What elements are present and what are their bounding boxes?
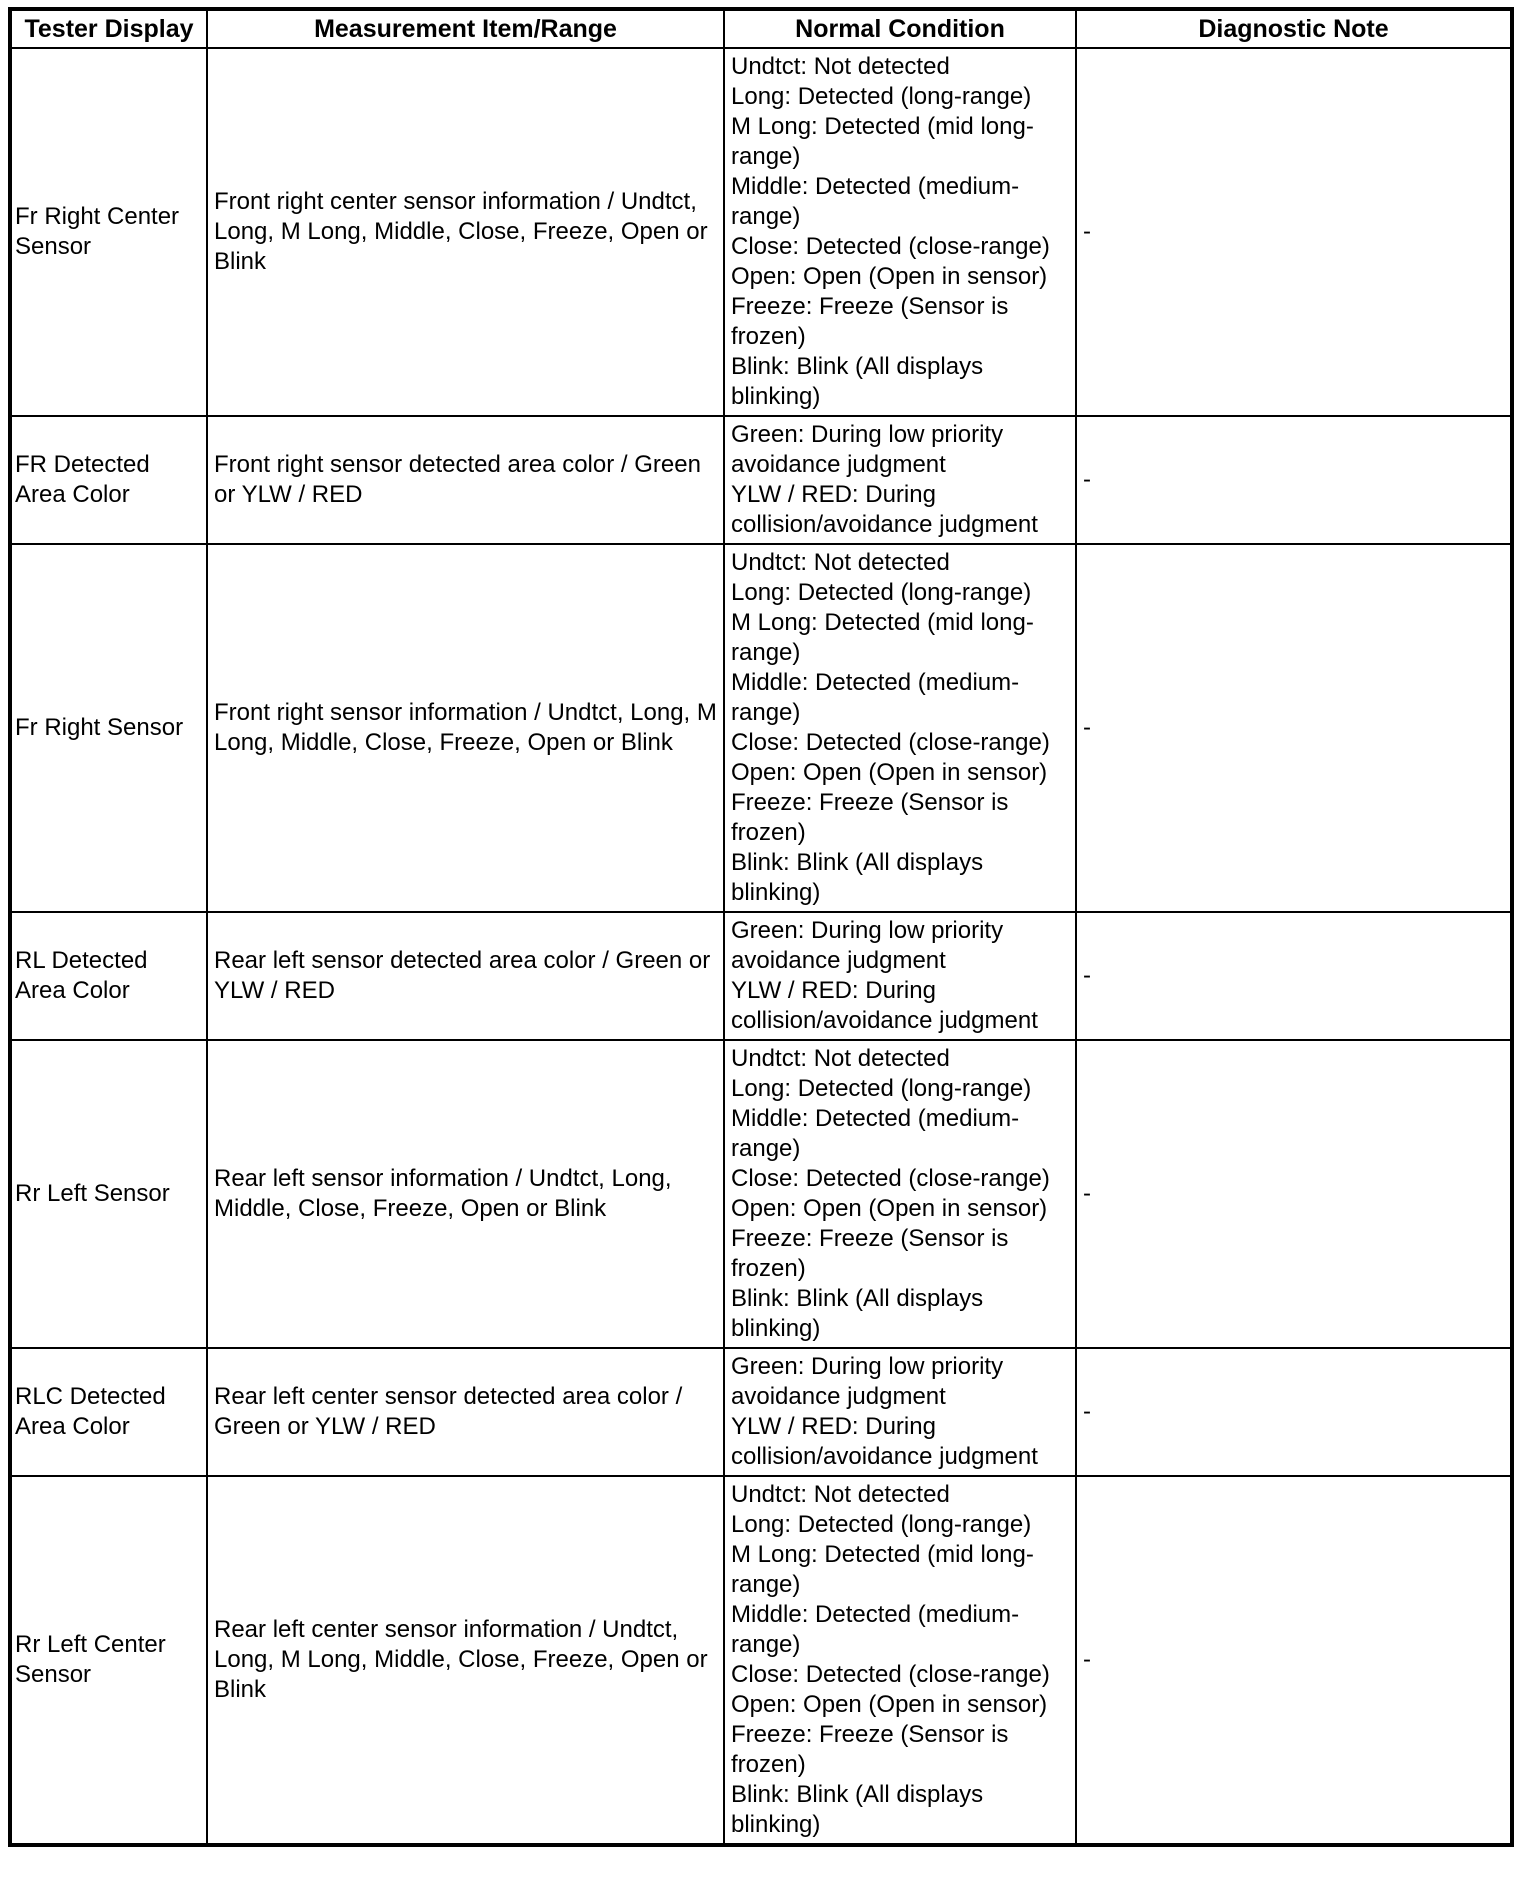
condition-line: M Long: Detected (mid long-range) (731, 609, 1034, 666)
condition-line: Long: Detected (long-range) (731, 579, 1032, 606)
table-row (10, 1476, 1512, 1845)
condition-line: Long: Detected (long-range) (731, 1075, 1032, 1102)
tester-display-cell: Rr Left Sensor (10, 1040, 207, 1348)
tester-display-cell: Fr Right Sensor (10, 544, 207, 912)
tester-display-cell: FR Detected Area Color (10, 416, 207, 544)
measurement-cell: Front right sensor detected area color / Green or YLW / RED (207, 416, 724, 544)
measurement-cell: Rear left center sensor detected area color / Green or YLW / RED (207, 1348, 724, 1476)
tester-display-cell: Fr Right Center Sensor (10, 48, 207, 416)
normal-condition-cell (724, 1040, 1076, 1348)
condition-line: YLW / RED: During collision/avoidance judgment (731, 977, 1038, 1034)
condition-line: Green: During low priority avoidance judgment (731, 917, 1004, 974)
table-row (10, 912, 1512, 1040)
condition-line: Undtct: Not detected (731, 1045, 950, 1072)
condition-line: Undtct: Not detected (731, 53, 950, 80)
header-diagnostic-note: Diagnostic Note (1076, 9, 1512, 48)
condition-line: M Long: Detected (mid long-range) (731, 113, 1034, 170)
condition-line: Open: Open (Open in sensor) (731, 263, 1048, 290)
condition-line: Middle: Detected (medium-range) (731, 1601, 1020, 1658)
condition-line: Blink: Blink (All displays blinking) (731, 1285, 984, 1342)
diagnostic-note-cell: - (1076, 48, 1512, 416)
diagnostic-note-cell: - (1076, 1476, 1512, 1845)
normal-condition-cell (724, 912, 1076, 1040)
data-list-table (8, 7, 1514, 1847)
condition-line: Green: During low priority avoidance judgment (731, 421, 1004, 478)
condition-line: Blink: Blink (All displays blinking) (731, 353, 984, 410)
normal-condition-cell (724, 48, 1076, 416)
condition-line: Open: Open (Open in sensor) (731, 759, 1048, 786)
condition-line: Blink: Blink (All displays blinking) (731, 1781, 984, 1838)
normal-condition-cell (724, 1476, 1076, 1845)
condition-line: YLW / RED: During collision/avoidance judgment (731, 1413, 1038, 1470)
condition-line: M Long: Detected (mid long-range) (731, 1541, 1034, 1598)
condition-line: Freeze: Freeze (Sensor is frozen) (731, 1225, 1009, 1282)
condition-line: Blink: Blink (All displays blinking) (731, 849, 984, 906)
condition-line: Freeze: Freeze (Sensor is frozen) (731, 293, 1009, 350)
tester-display-cell: Rr Left Center Sensor (10, 1476, 207, 1845)
table-row (10, 544, 1512, 912)
condition-line: Close: Detected (close-range) (731, 729, 1050, 756)
condition-line: Middle: Detected (medium-range) (731, 173, 1020, 230)
measurement-cell: Rear left sensor information / Undtct, Long, Middle, Close, Freeze, Open or Blink (207, 1040, 724, 1348)
condition-line: Middle: Detected (medium-range) (731, 669, 1020, 726)
condition-line: Freeze: Freeze (Sensor is frozen) (731, 1721, 1009, 1778)
normal-condition-cell (724, 544, 1076, 912)
header-normal-condition: Normal Condition (724, 9, 1076, 48)
header-row (10, 9, 1512, 48)
table-row (10, 1348, 1512, 1476)
measurement-cell: Rear left center sensor information / Undtct, Long, M Long, Middle, Close, Freeze, Open or Blink (207, 1476, 724, 1845)
condition-line: Middle: Detected (medium-range) (731, 1105, 1020, 1162)
table-row (10, 416, 1512, 544)
measurement-cell: Rear left sensor detected area color / Green or YLW / RED (207, 912, 724, 1040)
measurement-cell: Front right center sensor information / Undtct, Long, M Long, Middle, Close, Freeze, Open or Blink (207, 48, 724, 416)
condition-line: Long: Detected (long-range) (731, 1511, 1032, 1538)
header-measurement-item: Measurement Item/Range (207, 9, 724, 48)
table-row (10, 1040, 1512, 1348)
diagnostic-note-cell: - (1076, 544, 1512, 912)
condition-line: Open: Open (Open in sensor) (731, 1691, 1048, 1718)
condition-line: Freeze: Freeze (Sensor is frozen) (731, 789, 1009, 846)
condition-line: Long: Detected (long-range) (731, 83, 1032, 110)
measurement-cell: Front right sensor information / Undtct, Long, M Long, Middle, Close, Freeze, Open or Blink (207, 544, 724, 912)
tester-display-cell: RL Detected Area Color (10, 912, 207, 1040)
diagnostic-note-cell: - (1076, 1040, 1512, 1348)
normal-condition-cell (724, 1348, 1076, 1476)
diagnostic-note-cell: - (1076, 416, 1512, 544)
condition-line: Open: Open (Open in sensor) (731, 1195, 1048, 1222)
diagnostic-note-cell: - (1076, 1348, 1512, 1476)
table-row (10, 48, 1512, 416)
condition-line: Close: Detected (close-range) (731, 1661, 1050, 1688)
condition-line: Undtct: Not detected (731, 549, 950, 576)
tester-display-cell: RLC Detected Area Color (10, 1348, 207, 1476)
diagnostic-note-cell: - (1076, 912, 1512, 1040)
header-tester-display: Tester Display (10, 9, 207, 48)
condition-line: Close: Detected (close-range) (731, 233, 1050, 260)
condition-line: Green: During low priority avoidance judgment (731, 1353, 1004, 1410)
condition-line: Undtct: Not detected (731, 1481, 950, 1508)
normal-condition-cell (724, 416, 1076, 544)
table-body (10, 48, 1512, 1845)
condition-line: Close: Detected (close-range) (731, 1165, 1050, 1192)
condition-line: YLW / RED: During collision/avoidance judgment (731, 481, 1038, 538)
